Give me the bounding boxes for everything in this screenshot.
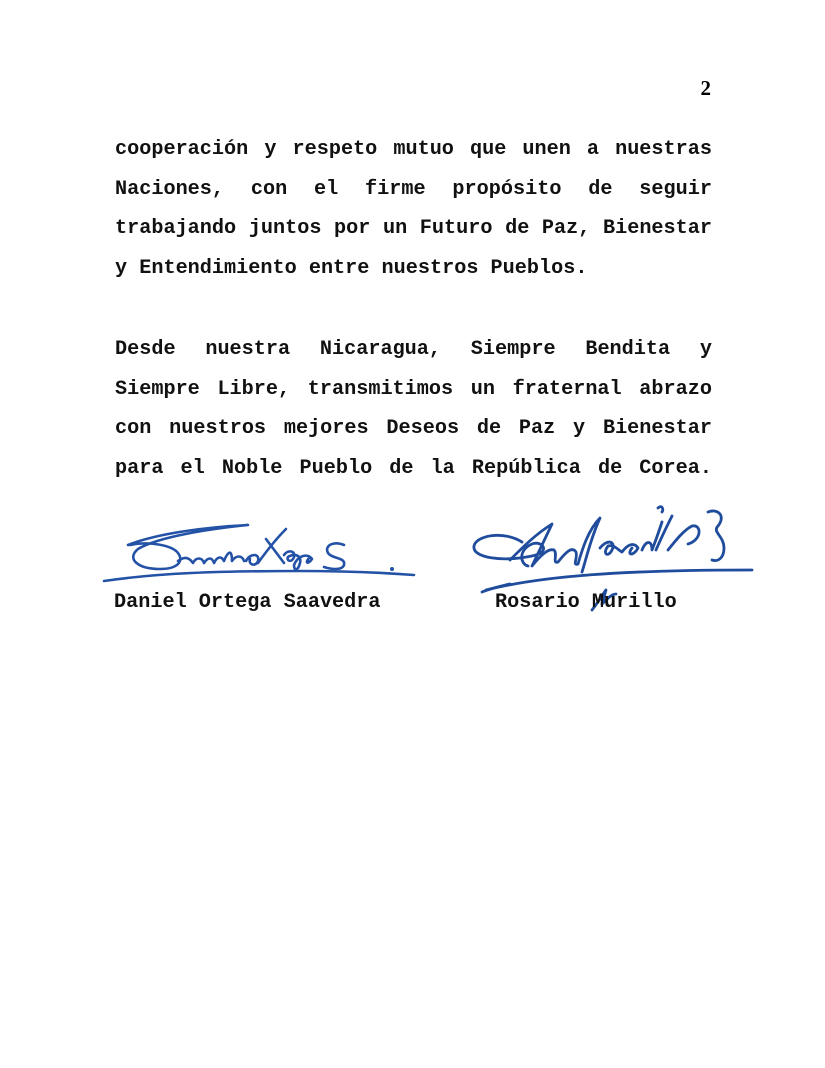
- signer-name-ortega: Daniel Ortega Saavedra: [114, 591, 381, 614]
- text-line: y Entendimiento entre nuestros Pueblos.: [115, 256, 588, 280]
- text-line: para el Noble Pueblo de la República de Corea.: [115, 456, 712, 480]
- text-line: cooperación y respeto mutuo que unen a nuestras: [115, 138, 712, 161]
- paragraph-1: [115, 130, 712, 288]
- signature-ortega: [98, 515, 418, 593]
- text-line: Desde nuestra Nicaragua, Siempre Bendita y: [115, 338, 712, 361]
- text-line: Siempre Libre, transmitimos un fraternal abrazo: [115, 377, 712, 401]
- paragraph-2: [115, 330, 712, 488]
- signer-name-murillo: Rosario Murillo: [495, 591, 677, 614]
- text-line: con nuestros mejores Deseos de Paz y Bienestar: [115, 417, 712, 441]
- text-line: trabajando juntos por un Futuro de Paz, Bienestar: [115, 217, 712, 241]
- text-line: Naciones, con el firme propósito de seguir: [115, 177, 712, 201]
- page-number: 2: [700, 76, 711, 100]
